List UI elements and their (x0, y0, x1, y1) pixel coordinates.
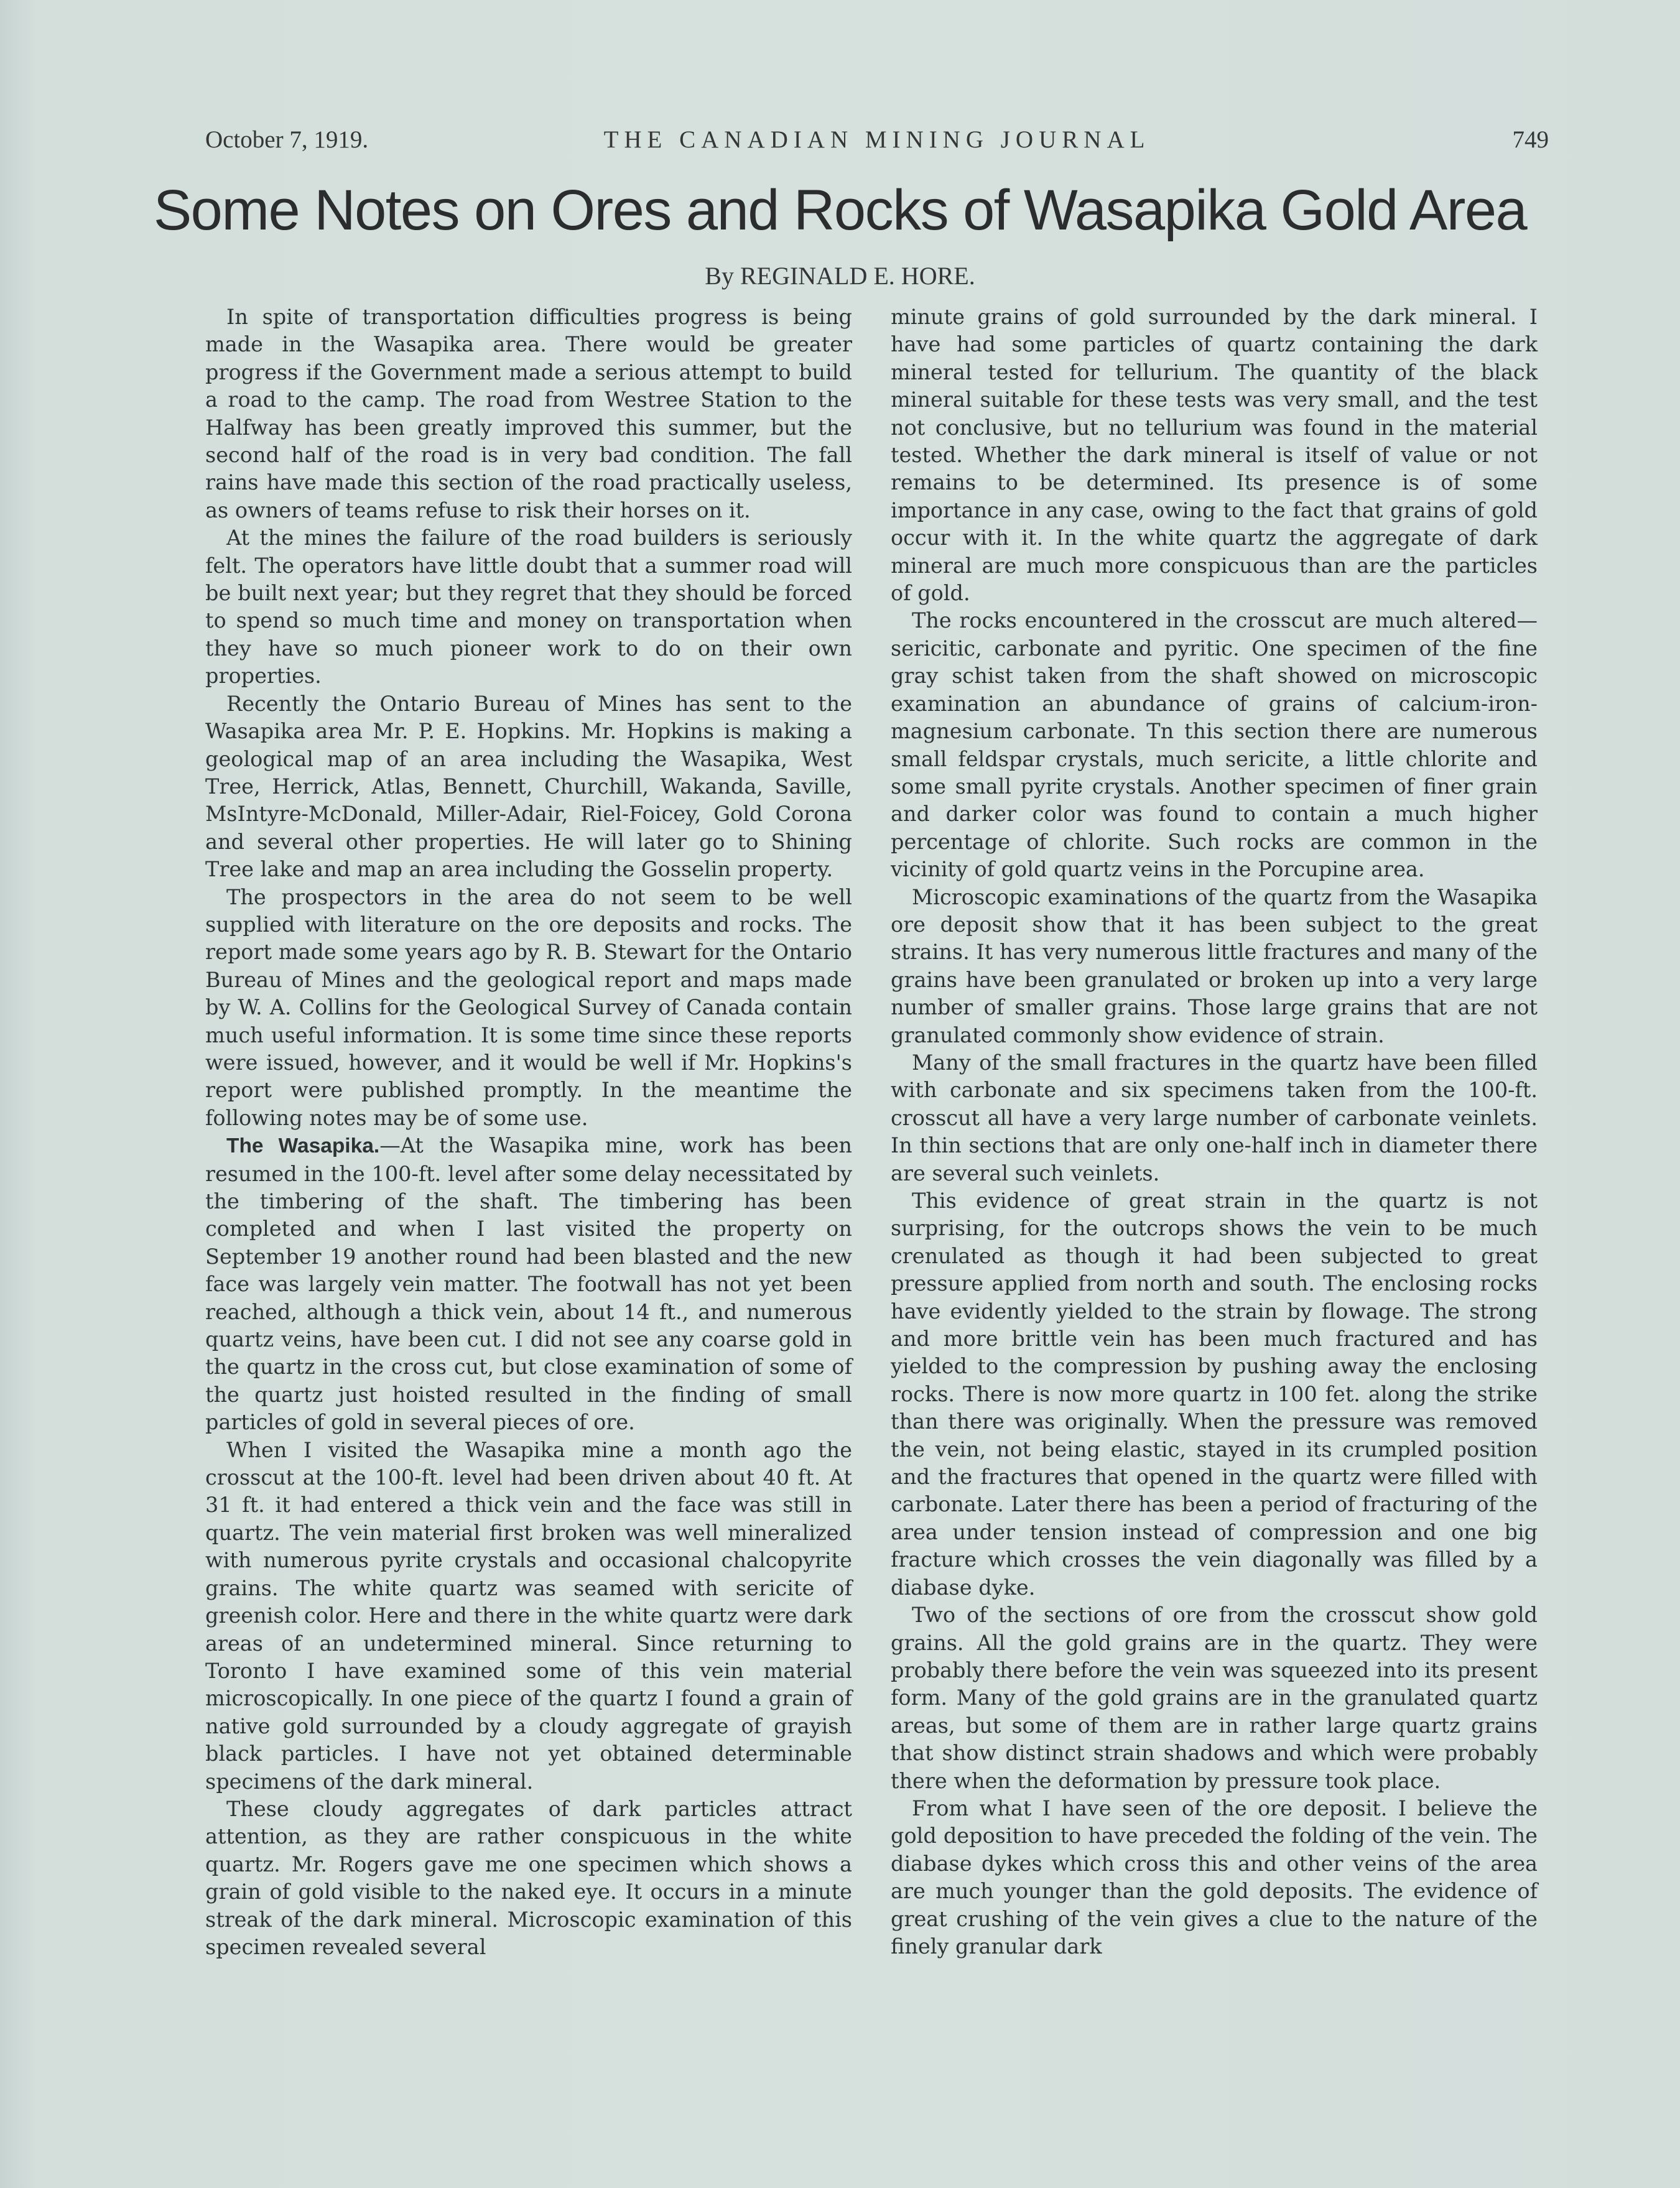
paragraph: Microscopic examinations of the quartz from the Wasapika ore deposit show that it has been subject to the great strains. It has very numerous little fractures and many of the grains have been granulated or broken up into a very large number of smaller grains. Those large grains that are not granulated commonly show evidence of strain. (891, 884, 1538, 1047)
paragraph-body: —At the Wasapika mine, work has been resumed in the 100-ft. level after some delay necessitated by the timbering of the shaft. The timbering has been completed and when I last visited the property on September 19 another round had been blasted and the new face was largely vein matter. The footwall has not yet been reached, although a thick vein, about 14 ft., and numerous quartz veins, have been cut. I did not see any coarse gold in the quartz in the cross cut, but close examination of some of the quartz just hoisted resulted in the finding of small particles of gold in several pieces of ore. (205, 1133, 852, 1435)
article-byline: By REGINALD E. HORE. (705, 262, 975, 290)
journal-name: THE CANADIAN MINING JOURNAL (603, 126, 1151, 153)
paragraph: At the mines the failure of the road builders is seriously felt. The operators have little doubt that a summer road will be built next year; but they regret that they should be forced to spend so much time and money on transportation when they have so much pioneer work to do on their own properties. (205, 526, 852, 688)
paragraph: Recently the Ontario Bureau of Mines has sent to the Wasapika area Mr. P. E. Hopkins. Mr. Hopkins is making a geological map of an area including the Wasapika, West Tree, Herrick, Atlas, Bennett, Churchill, Wakanda, Saville, MsIntyre-McDonald, Miller-Adair, Riel-Foicey, Gold Corona and several other properties. He will later go to Shining Tree lake and map an area including the Gosselin property. (205, 691, 852, 882)
paragraph: When I visited the Wasapika mine a month ago the crosscut at the 100-ft. level had been driven about 40 ft. At 31 ft. it had entered a thick vein and the face was still in quartz. The vein material first broken was well mineralized with numerous pyrite crystals and occasional chalcopyrite grains. The white quartz was seamed with sericite of greenish color. Here and there in the white quartz were dark areas of an undetermined mineral. Since returning to Toronto I have examined some of this vein material microscopically. In one piece of the quartz I found a grain of native gold surrounded by a cloudy aggregate of grayish black particles. I have not yet obtained determinable specimens of the dark mineral. (205, 1437, 852, 1794)
paragraph: The prospectors in the area do not seem to be well supplied with literature on the ore deposits and rocks. The report made some years ago by R. B. Stewart for the Ontario Bureau of Mines and the geological report and maps made by W. A. Collins for the Geological Survey of Canada contain much useful information. It is some time since these reports were issued, however, and it would be well if Mr. Hopkins's report were published promptly. In the meantime the following notes may be of some use. (205, 884, 852, 1130)
paragraph (205, 1132, 852, 1436)
paragraph: This evidence of great strain in the quartz is not surprising, for the outcrops shows the vein to be much crenulated as though it had been subjected to great pressure applied from north and south. The enclosing rocks have evidently yielded to the strain by flowage. The strong and more brittle vein has been much fractured and has yielded to the compression by pushing away the enclosing rocks. There is now more quartz in 100 fet. along the strike than there was originally. When the pressure was removed the vein, not being elastic, stayed in its crumpled position and the fractures that opened in the quartz were filled with carbonate. Later there has been a period of fracturing of the area under tension instead of compression and one big fracture which crosses the vein diagonally was filled by a diabase dyke. (891, 1189, 1538, 1600)
issue-date: October 7, 1919. (205, 126, 369, 153)
paragraph: Many of the small fractures in the quartz have been filled with carbonate and six specimens taken from the 100-ft. crosscut all have a very large number of carbonate veinlets. In thin sections that are only one-half inch in diameter there are several such veinlets. (891, 1050, 1538, 1185)
running-header (205, 119, 1549, 157)
paragraph-continued: minute grains of gold surrounded by the dark mineral. I have had some particles of quartz containing the dark mineral tested for tellurium. The quantity of the black mineral suitable for these tests was very small, and the test not conclusive, but no tellurium was found in the material tested. Whether the dark mineral is itself of value or not remains to be determined. Its presence is of some importance in any case, owing to the fact that grains of gold occur with it. In the white quartz the aggregate of dark mineral are much more conspicuous than are the particles of gold. (891, 305, 1538, 606)
section-heading: The Wasapika. (226, 1134, 380, 1158)
paragraph: Two of the sections of ore from the crosscut show gold grains. All the gold grains are in the quartz. They were probably there before the vein was squeezed into its present form. Many of the gold grains are in the granulated quartz areas, but some of them are in rather large quartz grains that show distinct strain shadows and which were probably there when the deformation by pressure took place. (891, 1603, 1538, 1793)
paragraph: The rocks encountered in the crosscut are much altered—sericitic, carbonate and pyritic. One specimen of the fine gray schist taken from the shaft showed on microscopic examination an abundance of grains of calcium-iron-magnesium carbonate. Tn this section there are numerous small feldspar crystals, much sericite, a little chlorite and some small pyrite crystals. Another specimen of finer grain and darker color was found to contain a much higher percentage of chlorite. Such rocks are common in the vicinity of gold quartz veins in the Porcupine area. (891, 608, 1538, 882)
right-column (891, 304, 1538, 1960)
page-number: 749 (1512, 126, 1549, 153)
paragraph: These cloudy aggregates of dark particles attract attention, as they are rather conspicuous in the white quartz. Mr. Rogers gave me one specimen which shows a grain of gold visible to the naked eye. It occurs in a minute streak of the dark mineral. Microscopic examination of this specimen revealed several (205, 1796, 852, 1959)
article-title: Some Notes on Ores and Rocks of Wasapika Gold Area (153, 178, 1527, 242)
paragraph: From what I have seen of the ore deposit. I believe the gold deposition to have preceded the folding of the vein. The diabase dykes which cross this and other veins of the area are much younger than the gold deposits. The evidence of great crushing of the vein gives a clue to the nature of the finely granular dark (891, 1796, 1538, 1959)
left-column (205, 304, 852, 1961)
paragraph: In spite of transportation difficulties progress is being made in the Wasapika area. There would be greater progress if the Government made a serious attempt to build a road to the camp. The road from Westree Station to the Halfway has been greatly improved this summer, but the second half of the road is in very bad condition. The fall rains have made this section of the road practically useless, as owners of teams refuse to risk their horses on it. (205, 305, 852, 522)
